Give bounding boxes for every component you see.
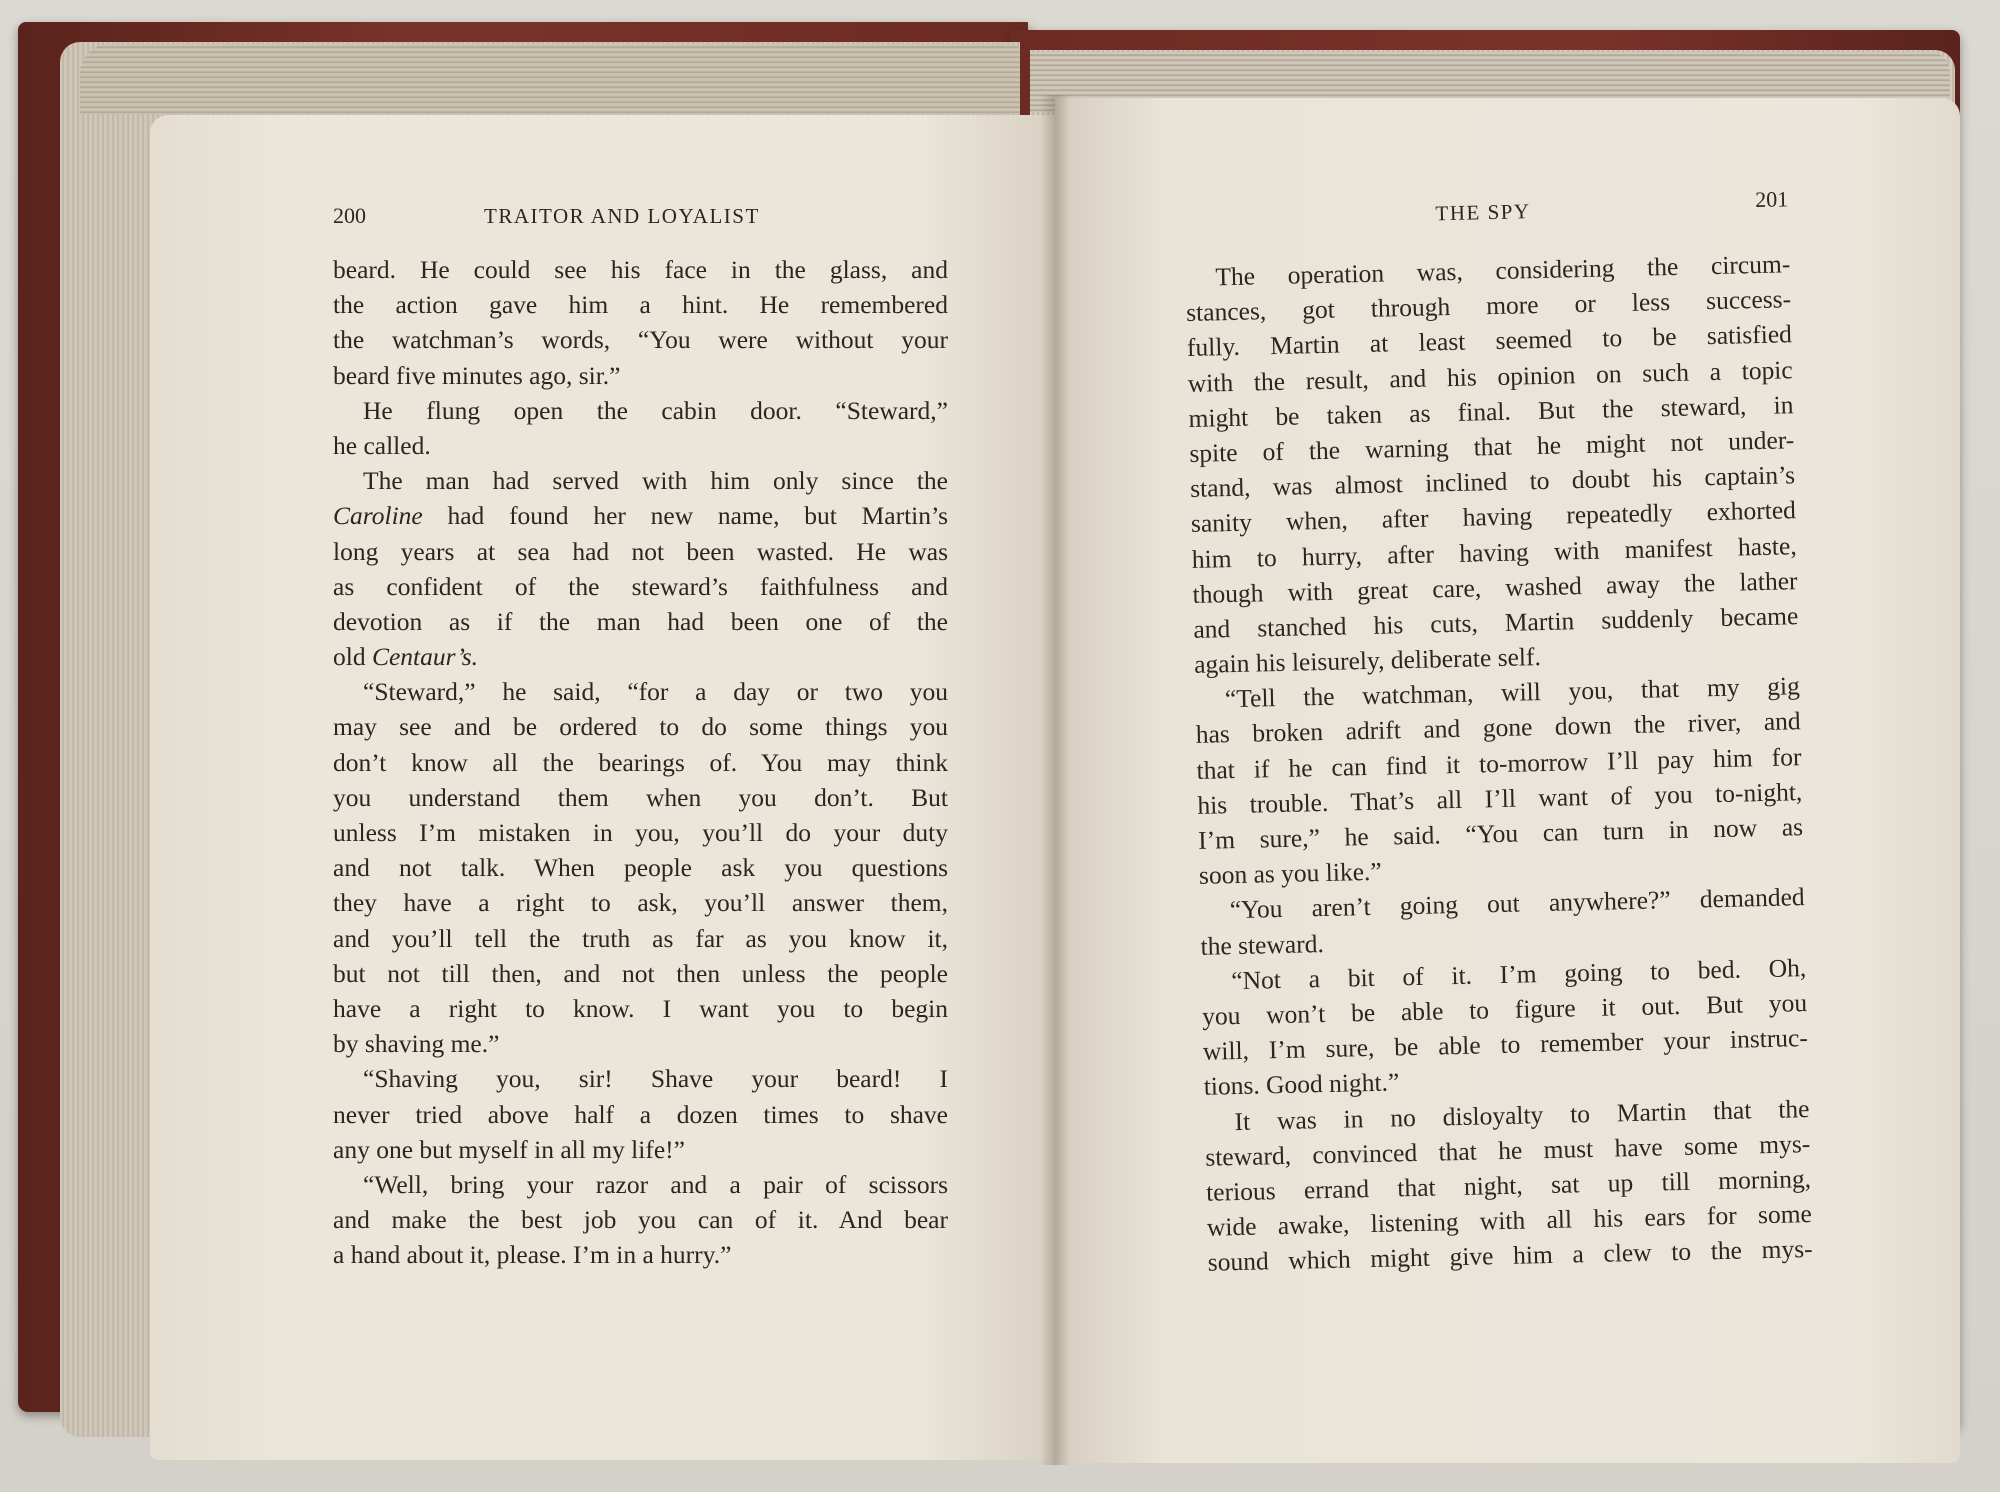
text-line: steward, convinced that he must have some mys-	[1205, 1128, 1811, 1172]
text-line: It was in no disloyalty to Martin that the	[1234, 1093, 1810, 1136]
text-line: and you’ll tell the truth as far as you know it,	[333, 923, 948, 953]
text-line: long years at sea had not been wasted. He was	[333, 536, 948, 566]
text-line: again his leisurely, deliberate self.	[1193, 642, 1542, 679]
page-stack-top-left	[80, 44, 1020, 114]
text-line: by shaving me.”	[333, 1029, 500, 1059]
text-line: sanity when, after having repeatedly exhorted	[1190, 495, 1797, 539]
text-line: Caroline had found her new name, but Martin’s	[333, 501, 948, 531]
text-line: has broken adrift and gone down the river, and	[1195, 706, 1801, 750]
text-line: that if he can find it to-morrow I’ll pay him for	[1196, 741, 1802, 785]
text-line: you understand them when you don’t. But	[333, 782, 948, 812]
text-line: but not till then, and not then unless the people	[333, 958, 948, 988]
right-page-text	[1185, 246, 1813, 1280]
text-line: him to hurry, after having with manifest haste,	[1191, 530, 1797, 574]
text-line: and not talk. When people ask you questions	[333, 853, 948, 883]
text-line: as confident of the steward’s faithfulness and	[333, 571, 948, 601]
text-line: I’m sure,” he said. “You can turn in now as	[1197, 812, 1804, 855]
right-page-number: 201	[1754, 186, 1789, 213]
text-line: they have a right to ask, you’ll answer them,	[333, 888, 948, 918]
text-line: he called.	[333, 430, 431, 460]
text-line: you won’t be able to figure it out. But you	[1201, 988, 1808, 1031]
text-line: old Centaur’s.	[333, 642, 479, 672]
text-line: with the result, and his opinion on such a topic	[1187, 354, 1793, 398]
text-line: will, I’m sure, be able to remember your instruc-	[1202, 1023, 1809, 1066]
text-line: fully. Martin at least seemed to be satisfied	[1186, 319, 1793, 363]
text-line: and stanched his cuts, Martin suddenly became	[1193, 601, 1799, 644]
text-line: his trouble. That’s all I’ll want of you to-night,	[1197, 776, 1803, 820]
text-line: unless I’m mistaken in you, you’ll do your duty	[333, 818, 948, 847]
left-running-head: TRAITOR AND LOYALIST	[484, 204, 760, 228]
text-line: wide awake, listening with all his ears for some	[1206, 1199, 1813, 1242]
text-line: soon as you like.”	[1198, 856, 1382, 891]
text-line: “You aren’t going out anywhere?” demanded	[1229, 882, 1805, 925]
text-line: the steward.	[1200, 928, 1325, 961]
text-line: the watchman’s words, “You were without your	[333, 325, 948, 355]
text-line: spite of the warning that he might not under-	[1189, 425, 1795, 468]
text-line: stances, got through more or less success-	[1185, 284, 1792, 328]
text-line: “Tell the watchman, will you, that my gig	[1224, 671, 1801, 714]
text-line: beard. He could see his face in the glass, and	[333, 255, 948, 284]
text-line: devotion as if the man had been one of the	[333, 606, 948, 636]
text-line: any one but myself in all my life!”	[333, 1134, 685, 1164]
text-line: “Steward,” he said, “for a day or two you	[363, 677, 948, 707]
text-line: may see and be ordered to do some things you	[333, 712, 948, 742]
text-line: and make the best job you can of it. And bear	[333, 1205, 948, 1235]
left-page-text	[333, 252, 948, 1272]
text-line: might be taken as final. But the steward, in	[1188, 389, 1794, 433]
text-line: He flung open the cabin door. “Steward,”	[363, 395, 948, 425]
text-line: though with great care, washed away the lather	[1192, 565, 1798, 609]
text-line: “Not a bit of it. I’m going to bed. Oh,	[1231, 952, 1807, 995]
text-line: a hand about it, please. I’m in a hurry.”	[333, 1240, 732, 1270]
text-line: have a right to know. I want you to begin	[333, 993, 948, 1023]
text-line: sound which might give him a clew to the mys-	[1207, 1234, 1813, 1277]
text-line: beard five minutes ago, sir.”	[333, 360, 621, 390]
text-line: “Well, bring your razor and a pair of scissors	[363, 1169, 948, 1199]
right-running-head: THE SPY	[1435, 199, 1531, 226]
text-line: terious errand that night, sat up till morning,	[1205, 1163, 1812, 1207]
text-line: tions. Good night.”	[1203, 1067, 1400, 1102]
text-line: stand, was almost inclined to doubt his captain’s	[1189, 460, 1796, 504]
text-line: The operation was, considering the circum-	[1215, 249, 1791, 292]
text-line: never tried above half a dozen times to shave	[333, 1099, 948, 1129]
left-page-number: 200	[333, 203, 366, 228]
text-line: The man had served with him only since the	[363, 466, 948, 496]
text-line: the action gave him a hint. He remembered	[333, 290, 948, 320]
text-line: “Shaving you, sir! Shave your beard! I	[363, 1064, 948, 1094]
book-gutter	[1040, 95, 1070, 1465]
text-line: don’t know all the bearings of. You may think	[333, 747, 948, 777]
